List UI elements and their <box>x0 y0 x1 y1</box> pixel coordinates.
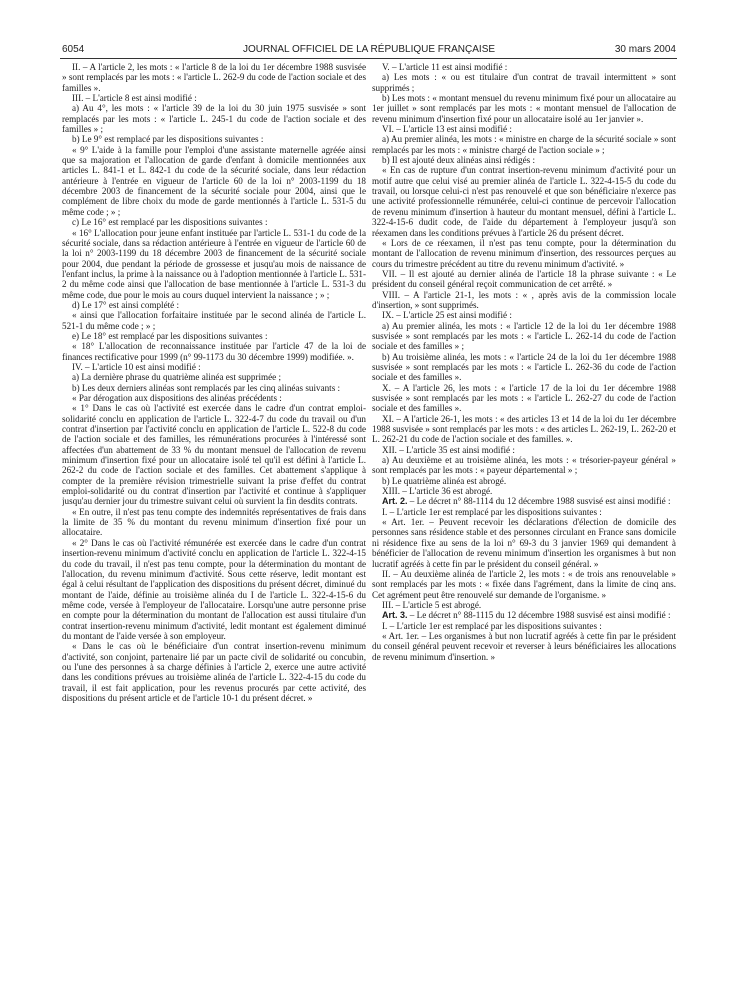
paragraph: b) Le quatrième alinéa est abrogé. <box>382 475 507 486</box>
paragraph: a) La dernière phrase du quatrième alinéa est supprimée ; <box>72 372 282 383</box>
paragraph: « Dans le cas où le bénéficiaire d'un contrat insertion-revenu minimum d'activité, son conjoint, partenaire lié par un pacte civil de solidarité ou concubin, ou l'une des personnes à sa charge définies à l'article 2, exerce une autre activité dans les conditions prévues au troisième alinéa de l'article L. 322-4-15 du code du travail, il est fait application, pour les revenus procurés par cette activité, des dispositions du présent article et de l'article 10-1 du présent décret. » <box>62 641 366 703</box>
paragraph: a) Au premier alinéa, les mots : « l'article 12 de la loi du 1er décembre 1988 susvisée » sont remplacés par les mots : « l'article L. 262-14 du code de l'action sociale et des familles » ; <box>372 320 676 352</box>
article-heading: Art. 2. <box>382 496 408 507</box>
paragraph: d) Le 17° est ainsi complété : <box>72 299 180 310</box>
paragraph: VI. – L'article 13 est ainsi modifié : <box>382 124 512 135</box>
paragraph: I. – L'article 1er est remplacé par les dispositions suivantes : <box>382 506 602 517</box>
paragraph: V. – L'article 11 est ainsi modifié : <box>382 62 508 72</box>
paragraph: « Par dérogation aux dispositions des alinéas précédents : <box>72 393 282 403</box>
paragraph: X. – A l'article 26, les mots : « l'article 17 de la loi du 1er décembre 1988 susvisée » sont remplacés par les mots : « l'article L. 262-27 du code de l'action sociale et des familles ». <box>372 382 676 414</box>
paragraph: a) Au premier alinéa, les mots : « ministre en charge de la sécurité sociale » sont remplacés par les mots : « ministre chargé de l'action sociale » ; <box>372 134 676 155</box>
article-text: – Le décret n° 88-1115 du 12 décembre 1988 susvisé est ainsi modifié : <box>407 610 671 621</box>
paragraph: « 9° L'aide à la famille pour l'emploi d'une assistante maternelle agréée ainsi que sa majoration et l'allocation de garde d'enfant à domicile mentionnées aux articles L. 841-1 et L. 842-1 du code de la sécurité sociale, dans leur rédaction antérieure à l'entrée en vigueur de l'article 60 de la loi n° 2003-1199 du 18 décembre 2003 de financement de la sécurité sociale pour 2004, ainsi que le complément de libre choix du mode de garde mentionnés à l'article L. 531-5 du même code ; » ; <box>62 144 366 217</box>
paragraph <box>372 496 676 506</box>
paragraph: b) Les mots : « montant mensuel du revenu minimum fixé pour un allocataire au 1er juillet » sont remplacés par les mots : « montant mensuel de l'allocation de revenu minimum d'insertion fixé pour un allocataire isolé au 1er janvier ». <box>372 93 676 124</box>
paragraph: « ainsi que l'allocation forfaitaire instituée par le second alinéa de l'article L. 521-1 du même code ; » ; <box>62 310 366 331</box>
paragraph: e) Le 18° est remplacé par les dispositions suivantes : <box>72 330 268 341</box>
article-text: – Le décret n° 88-1114 du 12 décembre 1988 susvisé est ainsi modifié : <box>407 496 671 507</box>
paragraph: a) Au 4°, les mots : « l'article 39 de la loi du 30 juin 1975 susvisée » sont remplacés par les mots : « l'article L. 245-1 du code de l'action sociale et des familles » ; <box>62 103 366 135</box>
paragraph: « En cas de rupture d'un contrat insertion-revenu minimum d'activité pour un motif autre que celui visé au premier alinéa de l'article L. 322-4-15-5 du code du travail, ou lorsque celui-ci n'est pas renouvelé et que son bénéficiaire n'exerce pas une activité professionnelle rémunérée, celui-ci continue de percevoir l'allocation de revenu minimum d'insertion à hauteur du montant mensuel, défini à l'article L. 322-4-15-6 dudit code, de l'aide du département à l'employeur jusqu'à son réexamen dans les conditions prévues à l'article 26 du présent décret. <box>372 165 676 238</box>
paragraph: b) Il est ajouté deux alinéas ainsi rédigés : <box>382 155 536 166</box>
paragraph: I. – L'article 1er est remplacé par les dispositions suivantes : <box>382 620 602 631</box>
paragraph: XIII. – L'article 36 est abrogé. <box>382 486 493 497</box>
paragraph: b) Le 9° est remplacé par les dispositions suivantes : <box>72 134 264 145</box>
paragraph <box>372 610 676 620</box>
paragraph: XII. – L'article 35 est ainsi modifié : <box>382 444 515 455</box>
paragraph: III. – L'article 5 est abrogé. <box>382 599 482 610</box>
paragraph: « 18° L'allocation de reconnaissance instituée par l'article 47 de la loi de finances rectificative pour 1999 (n° 99-1173 du 30 décembre 1999) modifiée. ». <box>62 341 366 362</box>
paragraph: a) Les mots : « ou est titulaire d'un contrat de travail intermittent » sont supprimés ; <box>372 72 676 93</box>
paragraph: b) Au troisième alinéa, les mots : « l'article 24 de la loi du 1er décembre 1988 susvisée » sont remplacés par les mots : « l'article L. 262-36 du code de l'action sociale et des familles ». <box>372 351 676 383</box>
article-heading: Art. 3. <box>382 610 408 621</box>
paragraph: c) Le 16° est remplacé par les dispositions suivantes : <box>72 217 268 228</box>
left-column <box>62 62 366 977</box>
right-column <box>372 62 676 977</box>
paragraph: « 2° Dans le cas où l'activité rémunérée est exercée dans le cadre d'un contrat insertion-revenu minimum d'activité conclu en application de l'article L. 322-4-15 du code du travail, il n'est pas tenu compte, pour la détermination du montant de l'allocation, du revenu minimum d'activité. Sous cette réserve, ledit montant est égal à celui résultant de l'application des dispositions du présent décret, diminué du montant de l'aide, définie au troisième alinéa du I de l'article L. 322-4-15-6 du même code, versée à l'employeur de l'allocataire. Lorsqu'une autre personne prise en compte pour la détermination du montant de l'allocation est aussi titulaire d'un contrat insertion-revenu minimum d'activité, ledit montant est également diminué du montant de l'aide versée à son employeur. <box>62 537 366 641</box>
paragraph: a) Au deuxième et au troisième alinéa, les mots : « trésorier-payeur général » sont remplacés par les mots : « payeur départemental » ; <box>372 455 676 476</box>
paragraph: « 16° L'allocation pour jeune enfant instituée par l'article L. 531-1 du code de la sécurité sociale, dans sa rédaction antérieure à l'entrée en vigueur de l'article 60 de la loi n° 2003-1199 du 18 décembre 2003 de financement de la sécurité sociale pour 2004, due pendant la période de grossesse et jusqu'au mois de naissance de l'enfant inclus, la prime à la naissance ou à l'adoption mentionnée à l'article L. 531-2 du même code ainsi que l'allocation de base mentionnée à l'article L. 531-3 du même code, due pour le mois au cours duquel intervient la naissance ; » ; <box>62 227 366 300</box>
paragraph: II. – A l'article 2, les mots : « l'article 8 de la loi du 1er décembre 1988 susvisée » sont remplacés par les mots : « l'article L. 262-9 du code de l'action sociale et des familles ». <box>62 62 366 93</box>
paragraph: « Lors de ce réexamen, il n'est pas tenu compte, pour la détermination du montant de l'allocation de revenu minimum d'insertion, des ressources perçues au cours du trimestre précédent au titre du revenu minimum d'activité. » <box>372 237 676 269</box>
paragraph: « 1° Dans le cas où l'activité est exercée dans le cadre d'un contrat emploi-solidarité conclu en application de l'article L. 322-4-7 du code du travail ou d'un contrat d'insertion par l'activité conclu en application de l'article L. 522-8 du code de l'action sociale et des familles, les rémunérations procurées à l'intéressé sont affectées d'un abattement de 33 % du montant mensuel de l'allocation de revenu minimum d'insertion fixé pour un allocataire isolé tel qu'il est défini à l'article L. 262-2 du code de l'action sociale et des familles. Cet abattement s'applique à compter de la première révision trimestrielle suivant la prise d'effet du contrat emploi-solidarité ou du contrat d'insertion par l'activité et continue à s'appliquer jusqu'au dernier jour du trimestre suivant celui où survient la fin desdits contrats. <box>62 403 366 507</box>
journal-title: JOURNAL OFFICIEL DE LA RÉPUBLIQUE FRANÇAISE <box>242 44 496 55</box>
paragraph: b) Les deux derniers alinéas sont remplacés par les cinq alinéas suivants : <box>72 382 341 393</box>
paragraph: VII. – Il est ajouté au dernier alinéa de l'article 18 la phrase suivante : « Le président du conseil général reçoit communication de cet arrêté. » <box>372 268 676 290</box>
page-number: 6054 <box>62 44 85 55</box>
paragraph: III. – L'article 8 est ainsi modifié : <box>72 93 197 104</box>
paragraph: VIII. – A l'article 21-1, les mots : « , après avis de la commission locale d'insertion, » sont supprimés. <box>372 289 676 310</box>
paragraph: II. – Au deuxième alinéa de l'article 2, les mots : « de trois ans renouvelable » sont remplacés par les mots : « fixée dans l'agrément, dans la limite de cinq ans. Cet agrément peut être renouvelé sur demande de l'organisme. » <box>372 568 676 600</box>
paragraph: IX. – L'article 25 est ainsi modifié : <box>382 310 512 321</box>
paragraph: « Art. 1er. – Les organismes à but non lucratif agréés à cette fin par le président du conseil général peuvent recevoir et reverser à leurs bénéficiaires les allocations de revenu minimum d'insertion. » <box>372 630 676 662</box>
header-rule <box>60 58 677 59</box>
paragraph: IV. – L'article 10 est ainsi modifié : <box>72 361 201 372</box>
publication-date: 30 mars 2004 <box>614 44 676 55</box>
paragraph: XI. – A l'article 26-1, les mots : « des articles 13 et 14 de la loi du 1er décembre 1988 susvisée » sont remplacés par les mots : « des articles L. 262-19, L. 262-20 et L. 262-21 du code de l'action sociale et des familles. ». <box>372 413 676 445</box>
paragraph: « Art. 1er. – Peuvent recevoir les déclarations d'élection de domicile des personnes sans résidence stable et des personnes circulant en France sans domicile ni résidence fixe au sens de la loi n° 69-3 du 3 janvier 1969 qui demandent à bénéficier de l'allocation de revenu minimum d'insertion les organismes à but non lucratif agréés à cette fin par le président du conseil général. » <box>372 517 676 569</box>
paragraph: « En outre, il n'est pas tenu compte des indemnités représentatives de frais dans la limite de 35 % du montant du revenu minimum d'insertion fixé pour un allocataire. <box>62 506 366 538</box>
